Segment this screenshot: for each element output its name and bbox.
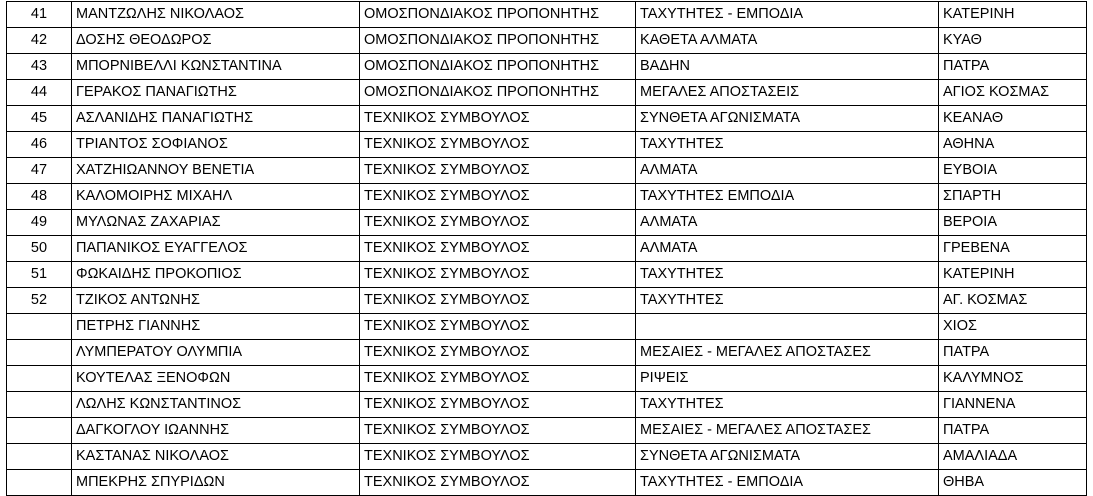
cell-name: ΓΕΡΑΚΟΣ ΠΑΝΑΓΙΩΤΗΣ — [72, 80, 360, 106]
cell-name: ΜΠΕΚΡΗΣ ΣΠΥΡΙΔΩΝ — [72, 470, 360, 496]
cell-no: 47 — [7, 158, 72, 184]
table-row — [7, 236, 1087, 262]
table-row — [7, 418, 1087, 444]
cell-event: ΤΑΧΥΤΗΤΕΣ — [636, 262, 939, 288]
cell-name: ΤΡΙΑΝΤΟΣ ΣΟΦΙΑΝΟΣ — [72, 132, 360, 158]
cell-name: ΛΥΜΠΕΡΑΤΟΥ ΟΛΥΜΠΙΑ — [72, 340, 360, 366]
cell-city: ΕΥΒΟΙΑ — [939, 158, 1087, 184]
cell-city: ΒΕΡΟΙΑ — [939, 210, 1087, 236]
cell-event: ΡΙΨΕΙΣ — [636, 366, 939, 392]
cell-city: ΚΑΤΕΡΙΝΗ — [939, 262, 1087, 288]
cell-name: ΠΕΤΡΗΣ ΓΙΑΝΝΗΣ — [72, 314, 360, 340]
cell-no — [7, 392, 72, 418]
cell-name: ΠΑΠΑΝΙΚΟΣ ΕΥΑΓΓΕΛΟΣ — [72, 236, 360, 262]
cell-role: ΤΕΧΝΙΚΟΣ ΣΥΜΒΟΥΛΟΣ — [360, 314, 636, 340]
cell-name: ΔΑΓΚΟΓΛΟΥ ΙΩΑΝΝΗΣ — [72, 418, 360, 444]
cell-name: ΚΑΣΤΑΝΑΣ ΝΙΚΟΛΑΟΣ — [72, 444, 360, 470]
table-row — [7, 340, 1087, 366]
cell-city: ΚΥΑΘ — [939, 28, 1087, 54]
cell-city: ΓΡΕΒΕΝΑ — [939, 236, 1087, 262]
table-row — [7, 262, 1087, 288]
cell-role: ΤΕΧΝΙΚΟΣ ΣΥΜΒΟΥΛΟΣ — [360, 470, 636, 496]
cell-event: ΤΑΧΥΤΗΤΕΣ - ΕΜΠΟΔΙΑ — [636, 2, 939, 28]
cell-role: ΤΕΧΝΙΚΟΣ ΣΥΜΒΟΥΛΟΣ — [360, 418, 636, 444]
cell-no: 48 — [7, 184, 72, 210]
table-row — [7, 314, 1087, 340]
table-row — [7, 80, 1087, 106]
cell-city: ΚΑΛΥΜΝΟΣ — [939, 366, 1087, 392]
table-row — [7, 54, 1087, 80]
cell-no — [7, 340, 72, 366]
cell-event: ΤΑΧΥΤΗΤΕΣ — [636, 132, 939, 158]
cell-city: ΠΑΤΡΑ — [939, 418, 1087, 444]
cell-role: ΤΕΧΝΙΚΟΣ ΣΥΜΒΟΥΛΟΣ — [360, 366, 636, 392]
cell-no: 51 — [7, 262, 72, 288]
cell-name: ΜΥΛΩΝΑΣ ΖΑΧΑΡΙΑΣ — [72, 210, 360, 236]
cell-role: ΤΕΧΝΙΚΟΣ ΣΥΜΒΟΥΛΟΣ — [360, 444, 636, 470]
table-row — [7, 158, 1087, 184]
table-row — [7, 28, 1087, 54]
cell-city: ΠΑΤΡΑ — [939, 340, 1087, 366]
cell-no — [7, 314, 72, 340]
roster-table — [6, 1, 1087, 496]
cell-name: ΤΖΙΚΟΣ ΑΝΤΩΝΗΣ — [72, 288, 360, 314]
cell-city: ΠΑΤΡΑ — [939, 54, 1087, 80]
cell-role: ΤΕΧΝΙΚΟΣ ΣΥΜΒΟΥΛΟΣ — [360, 210, 636, 236]
cell-event: ΣΥΝΘΕΤΑ ΑΓΩΝΙΣΜΑΤΑ — [636, 106, 939, 132]
document-page — [0, 1, 1093, 490]
table-row — [7, 392, 1087, 418]
cell-event: ΜΕΓΑΛΕΣ ΑΠΟΣΤΑΣΕΙΣ — [636, 80, 939, 106]
cell-name: ΦΩΚΑΙΔΗΣ ΠΡΟΚΟΠΙΟΣ — [72, 262, 360, 288]
table-row — [7, 106, 1087, 132]
cell-event: ΤΑΧΥΤΗΤΕΣ — [636, 392, 939, 418]
cell-name: ΚΟΥΤΕΛΑΣ ΞΕΝΟΦΩΝ — [72, 366, 360, 392]
cell-event: ΑΛΜΑΤΑ — [636, 236, 939, 262]
cell-name: ΛΩΛΗΣ ΚΩΝΣΤΑΝΤΙΝΟΣ — [72, 392, 360, 418]
cell-event — [636, 314, 939, 340]
cell-no: 52 — [7, 288, 72, 314]
cell-no: 46 — [7, 132, 72, 158]
cell-event: ΑΛΜΑΤΑ — [636, 158, 939, 184]
cell-city: ΑΘΗΝΑ — [939, 132, 1087, 158]
cell-role: ΤΕΧΝΙΚΟΣ ΣΥΜΒΟΥΛΟΣ — [360, 132, 636, 158]
table-row — [7, 184, 1087, 210]
cell-role: ΤΕΧΝΙΚΟΣ ΣΥΜΒΟΥΛΟΣ — [360, 288, 636, 314]
cell-no: 49 — [7, 210, 72, 236]
cell-name: ΜΠΟΡΝΙΒΕΛΛΙ ΚΩΝΣΤΑΝΤΙΝΑ — [72, 54, 360, 80]
cell-role: ΤΕΧΝΙΚΟΣ ΣΥΜΒΟΥΛΟΣ — [360, 340, 636, 366]
cell-no — [7, 366, 72, 392]
cell-no: 42 — [7, 28, 72, 54]
cell-no: 43 — [7, 54, 72, 80]
cell-role: ΟΜΟΣΠΟΝΔΙΑΚΟΣ ΠΡΟΠΟΝΗΤΗΣ — [360, 54, 636, 80]
cell-city: ΑΓΙΟΣ ΚΟΣΜΑΣ — [939, 80, 1087, 106]
cell-role: ΤΕΧΝΙΚΟΣ ΣΥΜΒΟΥΛΟΣ — [360, 392, 636, 418]
cell-event: ΣΥΝΘΕΤΑ ΑΓΩΝΙΣΜΑΤΑ — [636, 444, 939, 470]
table-row — [7, 132, 1087, 158]
table-row — [7, 470, 1087, 496]
cell-city: ΚΕΑΝΑΘ — [939, 106, 1087, 132]
cell-event: ΒΑΔΗΝ — [636, 54, 939, 80]
cell-role: ΤΕΧΝΙΚΟΣ ΣΥΜΒΟΥΛΟΣ — [360, 236, 636, 262]
cell-name: ΜΑΝΤΖΩΛΗΣ ΝΙΚΟΛΑΟΣ — [72, 2, 360, 28]
cell-no: 45 — [7, 106, 72, 132]
cell-event: ΤΑΧΥΤΗΤΕΣ ΕΜΠΟΔΙΑ — [636, 184, 939, 210]
cell-event: ΑΛΜΑΤΑ — [636, 210, 939, 236]
cell-city: ΑΜΑΛΙΑΔΑ — [939, 444, 1087, 470]
cell-no — [7, 470, 72, 496]
cell-event: ΜΕΣΑΙΕΣ - ΜΕΓΑΛΕΣ ΑΠΟΣΤΑΣΕΣ — [636, 418, 939, 444]
roster-table-body — [7, 2, 1087, 496]
table-row — [7, 288, 1087, 314]
cell-no — [7, 418, 72, 444]
cell-role: ΤΕΧΝΙΚΟΣ ΣΥΜΒΟΥΛΟΣ — [360, 158, 636, 184]
cell-role: ΟΜΟΣΠΟΝΔΙΑΚΟΣ ΠΡΟΠΟΝΗΤΗΣ — [360, 80, 636, 106]
table-row — [7, 210, 1087, 236]
cell-event: ΜΕΣΑΙΕΣ - ΜΕΓΑΛΕΣ ΑΠΟΣΤΑΣΕΣ — [636, 340, 939, 366]
table-row — [7, 2, 1087, 28]
cell-name: ΑΣΛΑΝΙΔΗΣ ΠΑΝΑΓΙΩΤΗΣ — [72, 106, 360, 132]
cell-city: ΚΑΤΕΡΙΝΗ — [939, 2, 1087, 28]
cell-name: ΔΟΣΗΣ ΘΕΟΔΩΡΟΣ — [72, 28, 360, 54]
cell-city: ΘΗΒΑ — [939, 470, 1087, 496]
cell-role: ΤΕΧΝΙΚΟΣ ΣΥΜΒΟΥΛΟΣ — [360, 106, 636, 132]
cell-role: ΤΕΧΝΙΚΟΣ ΣΥΜΒΟΥΛΟΣ — [360, 184, 636, 210]
cell-name: ΧΑΤΖΗΙΩΑΝΝΟΥ ΒΕΝΕΤΙΑ — [72, 158, 360, 184]
cell-city: ΑΓ. ΚΟΣΜΑΣ — [939, 288, 1087, 314]
cell-city: ΣΠΑΡΤΗ — [939, 184, 1087, 210]
cell-no: 50 — [7, 236, 72, 262]
cell-no: 41 — [7, 2, 72, 28]
cell-event: ΚΑΘΕΤΑ ΑΛΜΑΤΑ — [636, 28, 939, 54]
cell-role: ΤΕΧΝΙΚΟΣ ΣΥΜΒΟΥΛΟΣ — [360, 262, 636, 288]
cell-city: ΓΙΑΝΝΕΝΑ — [939, 392, 1087, 418]
cell-role: ΟΜΟΣΠΟΝΔΙΑΚΟΣ ΠΡΟΠΟΝΗΤΗΣ — [360, 2, 636, 28]
cell-name: ΚΑΛΟΜΟΙΡΗΣ ΜΙΧΑΗΛ — [72, 184, 360, 210]
cell-city: ΧΙΟΣ — [939, 314, 1087, 340]
cell-event: ΤΑΧΥΤΗΤΕΣ - ΕΜΠΟΔΙΑ — [636, 470, 939, 496]
cell-no: 44 — [7, 80, 72, 106]
cell-event: ΤΑΧΥΤΗΤΕΣ — [636, 288, 939, 314]
cell-role: ΟΜΟΣΠΟΝΔΙΑΚΟΣ ΠΡΟΠΟΝΗΤΗΣ — [360, 28, 636, 54]
table-row — [7, 366, 1087, 392]
